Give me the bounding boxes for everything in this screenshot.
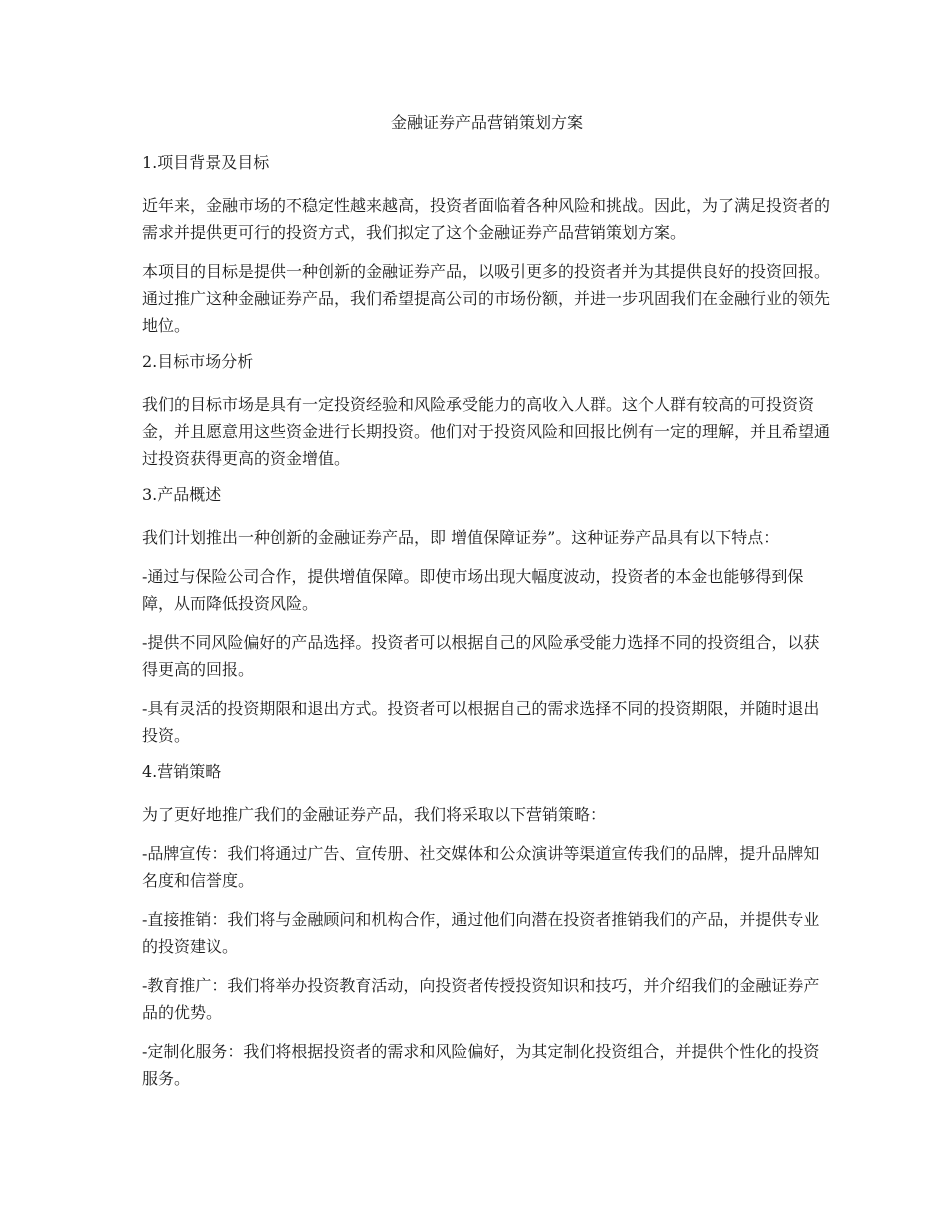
list-item: -定制化服务：我们将根据投资者的需求和风险偏好，为其定制化投资组合，并提供个性化的投资服务。 [142,1042,820,1088]
document-title: 金融证券产品营销策划方案 [390,113,583,132]
paragraph: 我们计划推出一种创新的金融证券产品，即 增值保障证券”。这种证券产品具有以下特点： [142,528,780,547]
section-heading-marketing-strategy: 4.营销策略 [142,762,222,781]
list-item: -品牌宣传：我们将通过广告、宣传册、社交媒体和公众演讲等渠道宣传我们的品牌，提升品牌知名度和信誉度。 [142,844,820,890]
paragraph: 我们的目标市场是具有一定投资经验和风险承受能力的高收入人群。这个人群有较高的可投资资金，并且愿意用这些资金进行长期投资。他们对于投资风险和回报比例有一定的理解，并且希望通过投资获得更高的资金增值。 [142,395,831,468]
section-heading-product-overview: 3.产品概述 [142,485,222,504]
list-item: -提供不同风险偏好的产品选择。投资者可以根据自己的风险承受能力选择不同的投资组合，以获得更高的回报。 [142,633,820,679]
document-page [142,112,832,1104]
list-item: -通过与保险公司合作，提供增值保障。即使市场出现大幅度波动，投资者的本金也能够得到保障，从而降低投资风险。 [142,567,804,613]
paragraph: 本项目的目标是提供一种创新的金融证券产品，以吸引更多的投资者并为其提供良好的投资回报。通过推广这种金融证券产品，我们希望提高公司的市场份额，并进一步巩固我们在金融行业的领先地位。 [142,262,831,335]
list-item: -直接推销：我们将与金融顾问和机构合作，通过他们向潜在投资者推销我们的产品，并提供专业的投资建议。 [142,910,820,956]
paragraph: 近年来，金融市场的不稳定性越来越高，投资者面临着各种风险和挑战。因此，为了满足投资者的需求并提供更可行的投资方式，我们拟定了这个金融证券产品营销策划方案。 [142,196,831,242]
section-heading-background: 1.项目背景及目标 [142,153,270,172]
list-item: -教育推广：我们将举办投资教育活动，向投资者传授投资知识和技巧，并介绍我们的金融证券产品的优势。 [142,976,820,1022]
paragraph: 为了更好地推广我们的金融证券产品，我们将采取以下营销策略： [142,805,607,824]
section-heading-market-analysis: 2.目标市场分析 [142,352,254,371]
list-item: -具有灵活的投资期限和退出方式。投资者可以根据自己的需求选择不同的投资期限，并随时退出投资。 [142,699,820,745]
